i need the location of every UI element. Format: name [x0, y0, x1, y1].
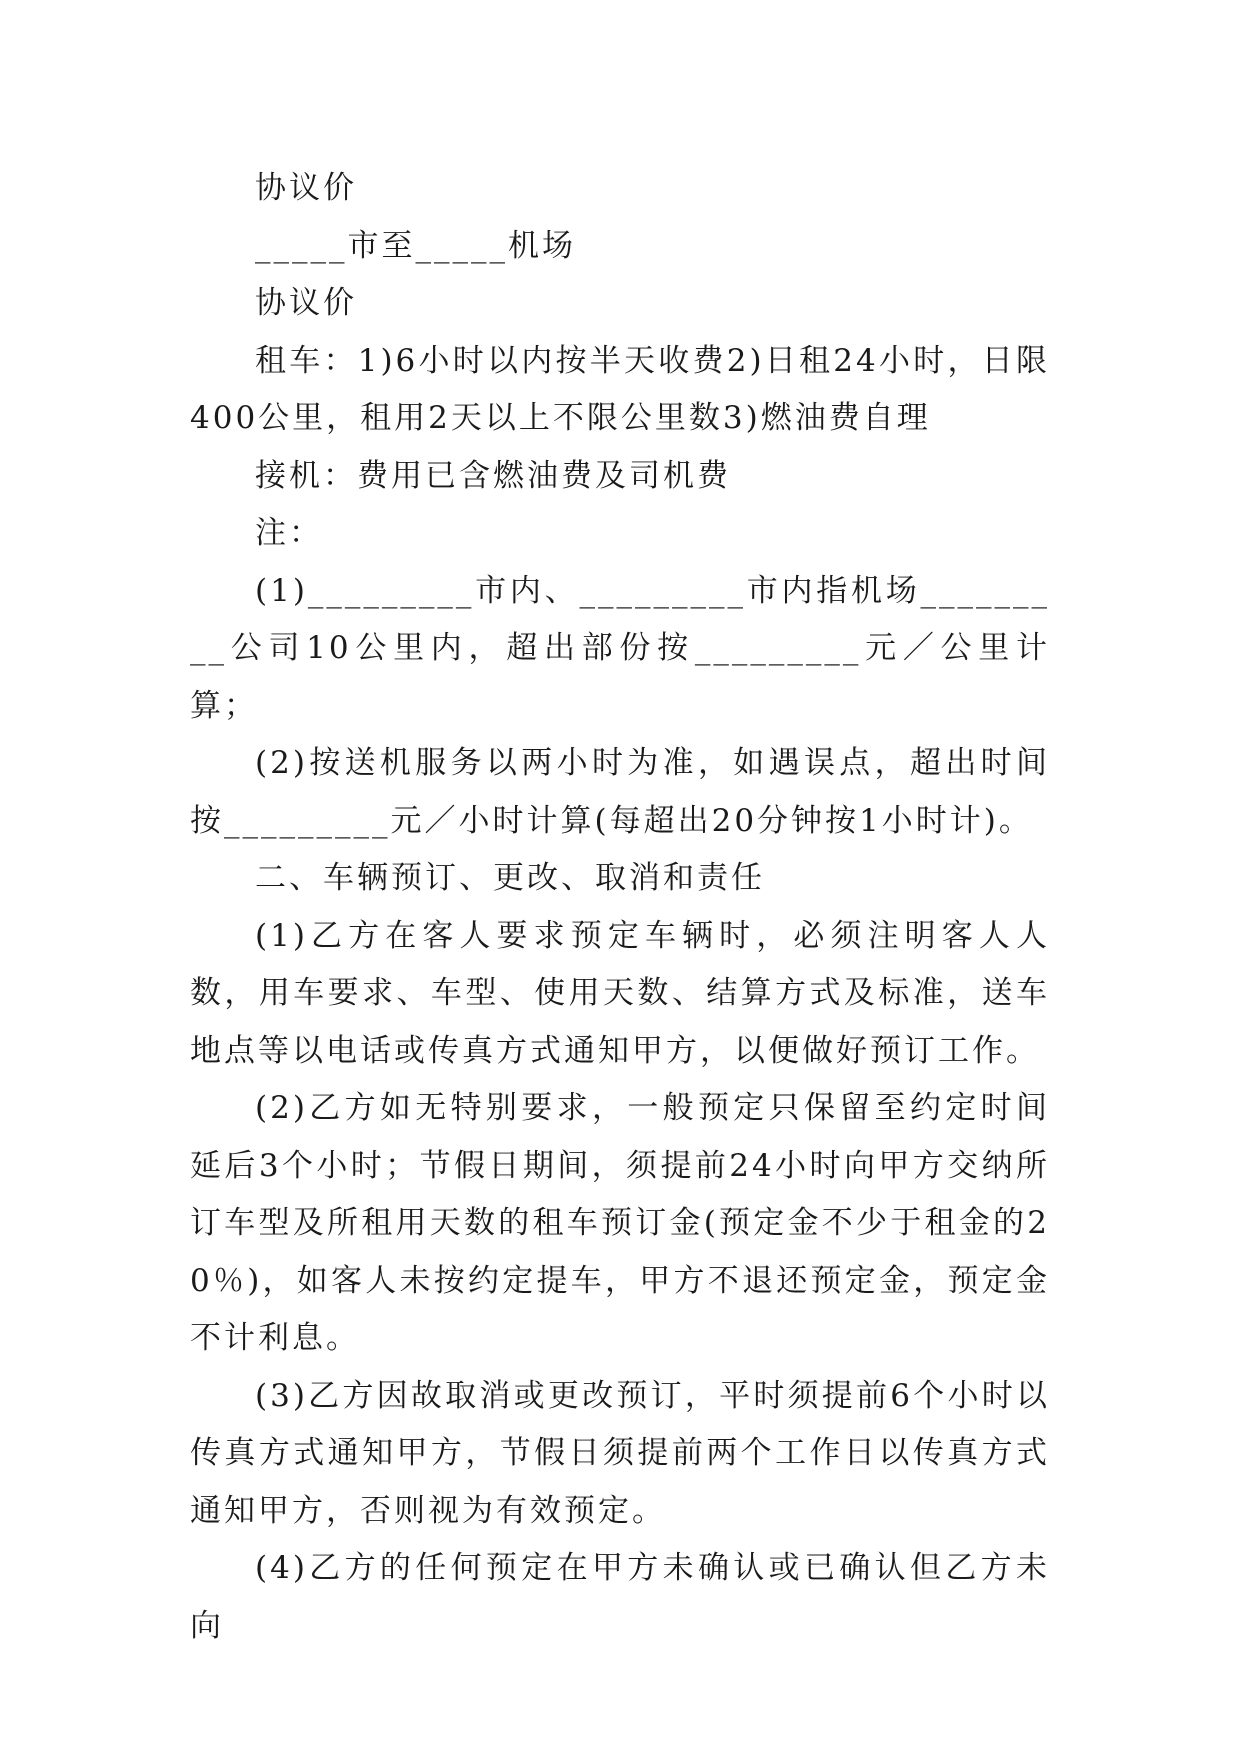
paragraph-city-to-airport: _____市至_____机场 [255, 227, 576, 264]
paragraph-airport-pickup: 接机：费用已含燃油费及司机费 [255, 457, 731, 494]
paragraph-booking-2: (2)乙方如无特别要求，一般预定只保留至约定时间延后3个小时；节假日期间，须提前24小时向甲方交纳所订车型及所租用天数的租车预订金(预定金不少于租金的20％)，如客人未按约定提车，甲方不退还预定金，预定金不计利息。 [190, 1090, 1050, 1356]
paragraph-booking-4: (4)乙方的任何预定在甲方未确认或已确认但乙方未向 [190, 1550, 1050, 1644]
section-heading-booking: 二、车辆预订、更改、取消和责任 [255, 860, 765, 896]
document-body [190, 160, 1050, 1655]
paragraph-agreement-price-1: 协议价 [255, 170, 357, 206]
paragraph-note-heading: 注： [255, 515, 323, 551]
paragraph-agreement-price-2: 协议价 [255, 285, 357, 321]
paragraph-car-rental-terms: 租车：1)6小时以内按半天收费2)日租24小时，日限400公里，租用2天以上不限公里数3)燃油费自理 [190, 342, 1050, 436]
paragraph-booking-3: (3)乙方因故取消或更改预订，平时须提前6个小时以传真方式通知甲方，节假日须提前两个工作日以传真方式通知甲方，否则视为有效预定。 [190, 1377, 1050, 1529]
paragraph-note-2: (2)按送机服务以两小时为准，如遇误点，超出时间按_________元／小时计算(每超出20分钟按1小时计)。 [190, 745, 1050, 839]
paragraph-note-1: (1)_________市内、_________市内指机场_________公司10公里内，超出部份按_________元／公里计算； [190, 572, 1050, 724]
paragraph-booking-1: (1)乙方在客人要求预定车辆时，必须注明客人人数，用车要求、车型、使用天数、结算方式及标准，送车地点等以电话或传真方式通知甲方，以便做好预订工作。 [190, 917, 1050, 1069]
